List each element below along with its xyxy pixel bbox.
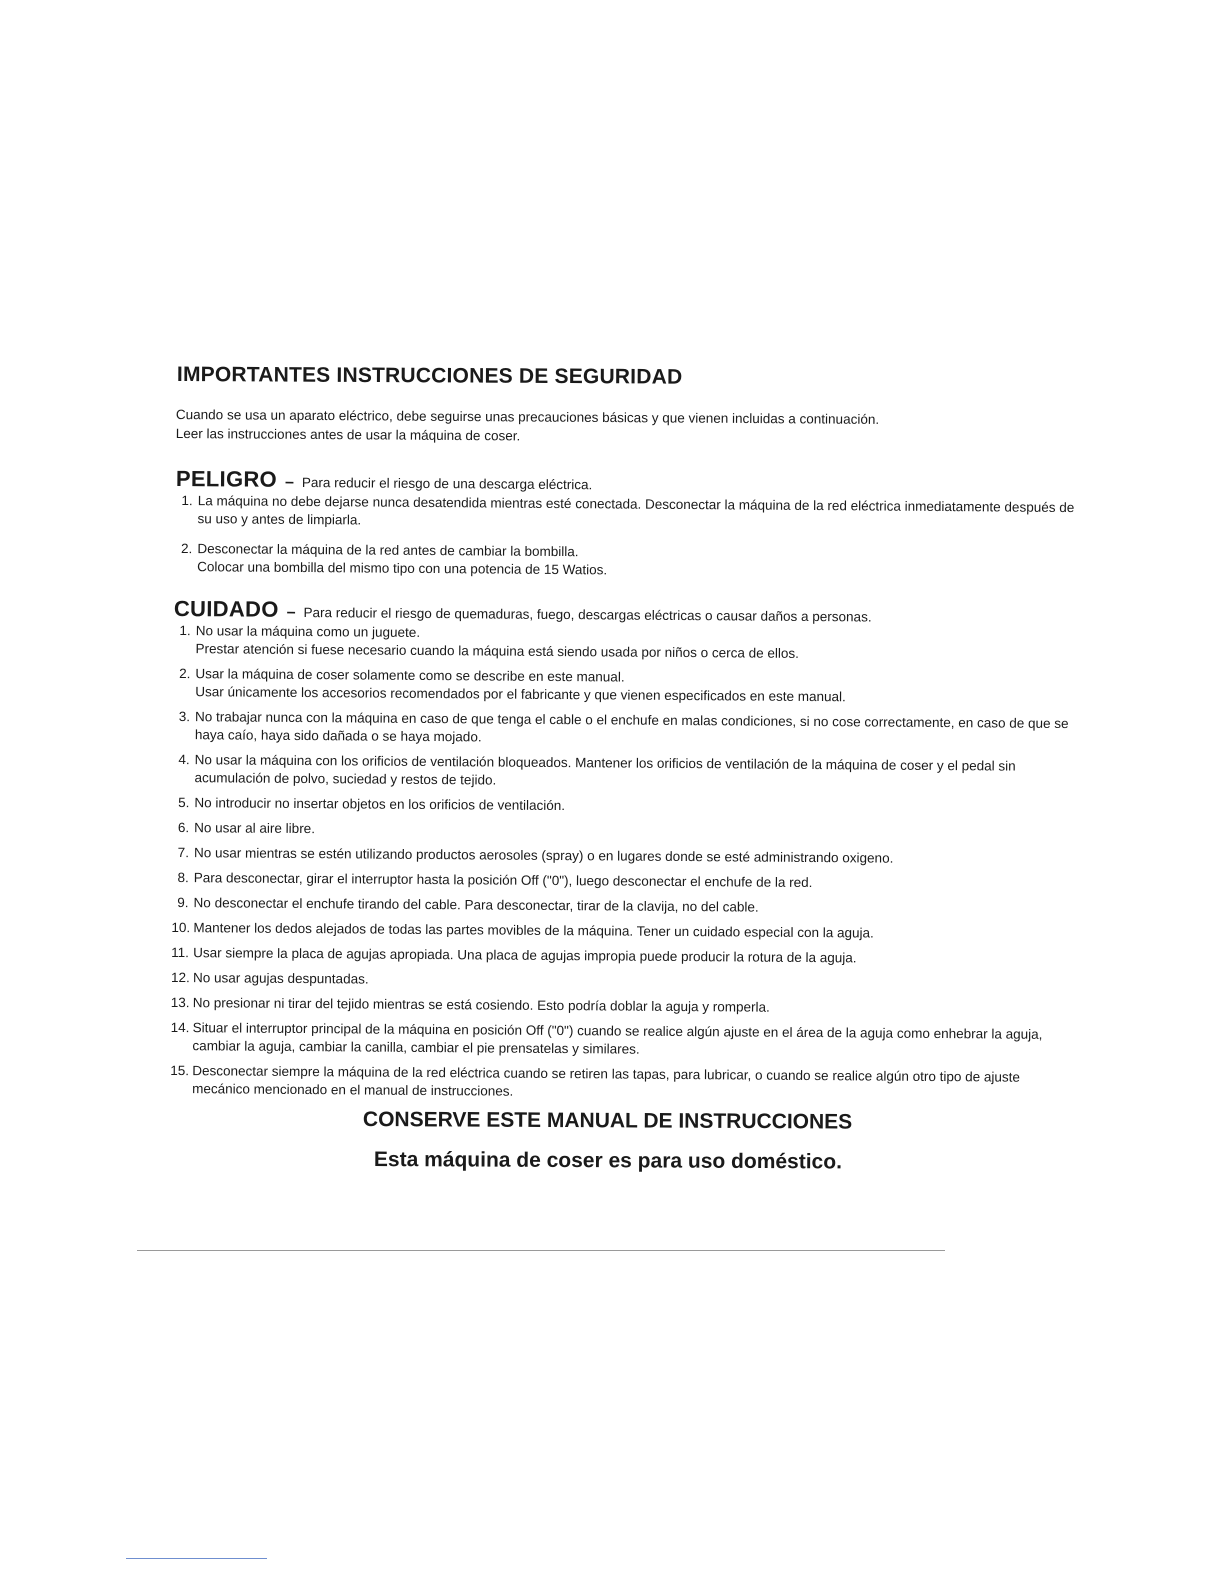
caution-list: [170, 622, 1079, 1105]
item-text: [194, 751, 1077, 794]
list-item: [171, 994, 1076, 1019]
item-number: 1.: [181, 493, 193, 509]
page-edge-mark: [126, 1558, 267, 1559]
item-line: Para desconectar, girar el interruptor hasta la posición Off ("0"), luego desconectar el enchufe de la red.: [193, 870, 813, 891]
caution-description: Para reducir el riesgo de quemaduras, fuego, descargas eléctricas o causar daños a personas.: [303, 605, 872, 625]
horizontal-rule: [137, 1250, 945, 1251]
item-text: [197, 540, 1080, 583]
item-number: 11.: [171, 944, 190, 961]
item-line: Usar siempre la placa de agujas apropiada. Una placa de agujas impropia puede producir la rotura de la aguja.: [193, 945, 857, 966]
danger-description: Para reducir el riesgo de una descarga eléctrica.: [301, 474, 593, 493]
item-number: 10.: [171, 919, 191, 936]
intro-line: Leer las instrucciones antes de usar la máquina de coser.: [175, 425, 521, 444]
item-line: No usar la máquina con los orificios de ventilación bloqueados. Mantener los orificios de ventilación de la máquina de coser y el pedal sin acumulación de polvo, suciedad y restos de tejido.: [194, 752, 1016, 788]
item-number: 2.: [181, 541, 193, 557]
list-item: [173, 708, 1078, 751]
item-line: No presionar ni tirar del tejido mientras se está cosiendo. Esto podría doblar la aguja y romperla.: [192, 995, 770, 1015]
item-number: 8.: [177, 870, 189, 886]
item-text: [193, 919, 1076, 944]
item-number: 2.: [179, 666, 191, 682]
list-item: [171, 944, 1076, 969]
item-number: 5.: [178, 795, 190, 811]
list-item: [173, 665, 1078, 708]
item-text: [194, 894, 1077, 919]
list-item: [172, 869, 1077, 894]
list-item: [174, 622, 1079, 665]
item-line: No usar mientras se estén utilizando productos aerosoles (spray) o en lugares donde se esté administrando oxigeno.: [193, 845, 894, 866]
item-line: Situar el interruptor principal de la máquina en posición Off ("0") cuando se realice algún ajuste en el área de la aguja como enhebrar la aguja, cambiar la aguja, cambiar la canilla, cambiar el pie prensatelas y similares.: [192, 1020, 1043, 1057]
item-line: No usar al aire libre.: [194, 820, 316, 837]
danger-section: [175, 466, 1081, 595]
caution-heading: CUIDADO: [173, 596, 279, 622]
item-text: [198, 492, 1081, 535]
item-text: [196, 622, 1079, 665]
list-item: [172, 819, 1077, 844]
list-item: [170, 1019, 1075, 1062]
item-number: 14.: [170, 1019, 190, 1036]
item-line: No usar la máquina como un juguete.: [195, 623, 421, 640]
item-line: Colocar una bombilla del mismo tipo con una potencia de 15 Watios.: [197, 559, 608, 578]
intro-line: Cuando se usa un aparato eléctrico, debe seguirse unas precauciones básicas y que vienen incluidas a continuación.: [175, 406, 880, 427]
list-item: [171, 969, 1076, 994]
item-line: La máquina no debe dejarse nunca desatendida mientras esté conectada. Desconectar la máquina de la red eléctrica inmediatamente después de su uso y antes de limpiarla.: [197, 493, 1075, 528]
list-item: [176, 492, 1081, 535]
item-text: [195, 665, 1078, 708]
item-text: [194, 869, 1077, 894]
item-text: [194, 844, 1077, 869]
list-item: [172, 894, 1077, 919]
item-number: 6.: [177, 820, 190, 836]
item-number: 7.: [177, 845, 190, 861]
list-item: [171, 919, 1076, 944]
item-line: Usar la máquina de coser solamente como se describe en este manual.: [195, 666, 625, 685]
item-line: No trabajar nunca con la máquina en caso de que tenga el cable o el enchufe en malas condiciones, si no cose correctamente, en caso de que se haya caío, haya sido dañada o se haya mojado.: [194, 709, 1069, 745]
list-item: [172, 751, 1077, 794]
heading-dash: –: [284, 473, 294, 491]
page-title: IMPORTANTES INSTRUCCIONES DE SEGURIDAD: [176, 363, 683, 389]
item-text: [193, 994, 1076, 1019]
caution-section: [170, 596, 1079, 1112]
item-number: 3.: [178, 709, 191, 725]
item-line: Usar únicamente los accesorios recomendados por el fabricante y que vienen especificados en este manual.: [195, 684, 846, 705]
item-text: [192, 1019, 1075, 1062]
item-line: Desconectar siempre la máquina de la red eléctrica cuando se retiren las tapas, para lubricar, o cuando se realice algún otro tipo de ajuste mecánico mencionado en el manual de instrucciones.: [192, 1063, 1021, 1099]
item-number: 13.: [170, 994, 190, 1011]
list-item: [172, 844, 1077, 869]
footer-title: CONSERVE ESTE MANUAL DE INSTRUCCIONES: [362, 1108, 853, 1134]
item-text: [194, 819, 1077, 844]
item-line: Prestar atención si fuese necesario cuando la máquina está siendo usada por niños o cerca de ellos.: [195, 641, 800, 661]
footer-subtitle: Esta máquina de coser es para uso doméstico.: [373, 1148, 842, 1174]
item-text: [193, 969, 1076, 994]
item-text: [195, 708, 1078, 751]
item-text: [194, 794, 1077, 819]
item-number: 12.: [170, 969, 190, 986]
item-line: No introducir no insertar objetos en los orificios de ventilación.: [194, 795, 566, 814]
item-line: No usar agujas despuntadas.: [192, 970, 369, 987]
item-text: [193, 944, 1076, 969]
heading-dash: –: [286, 603, 296, 621]
intro-paragraph: [176, 405, 936, 448]
item-number: 9.: [177, 895, 189, 911]
list-item: [172, 794, 1077, 819]
item-text: [192, 1062, 1075, 1105]
list-item: [170, 1062, 1075, 1105]
item-number: 4.: [178, 752, 190, 768]
item-number: 1.: [179, 623, 191, 639]
item-line: Mantener los dedos alejados de todas las partes movibles de la máquina. Tener un cuidado especial con la aguja.: [193, 920, 874, 941]
danger-list: [175, 492, 1081, 583]
item-number: 15.: [170, 1062, 190, 1079]
list-item: [175, 540, 1080, 583]
item-line: No desconectar el enchufe tirando del cable. Para desconectar, tirar de la clavija, no del cable.: [193, 895, 759, 915]
danger-heading: PELIGRO: [175, 466, 278, 492]
item-line: Desconectar la máquina de la red antes de cambiar la bombilla.: [197, 541, 579, 560]
